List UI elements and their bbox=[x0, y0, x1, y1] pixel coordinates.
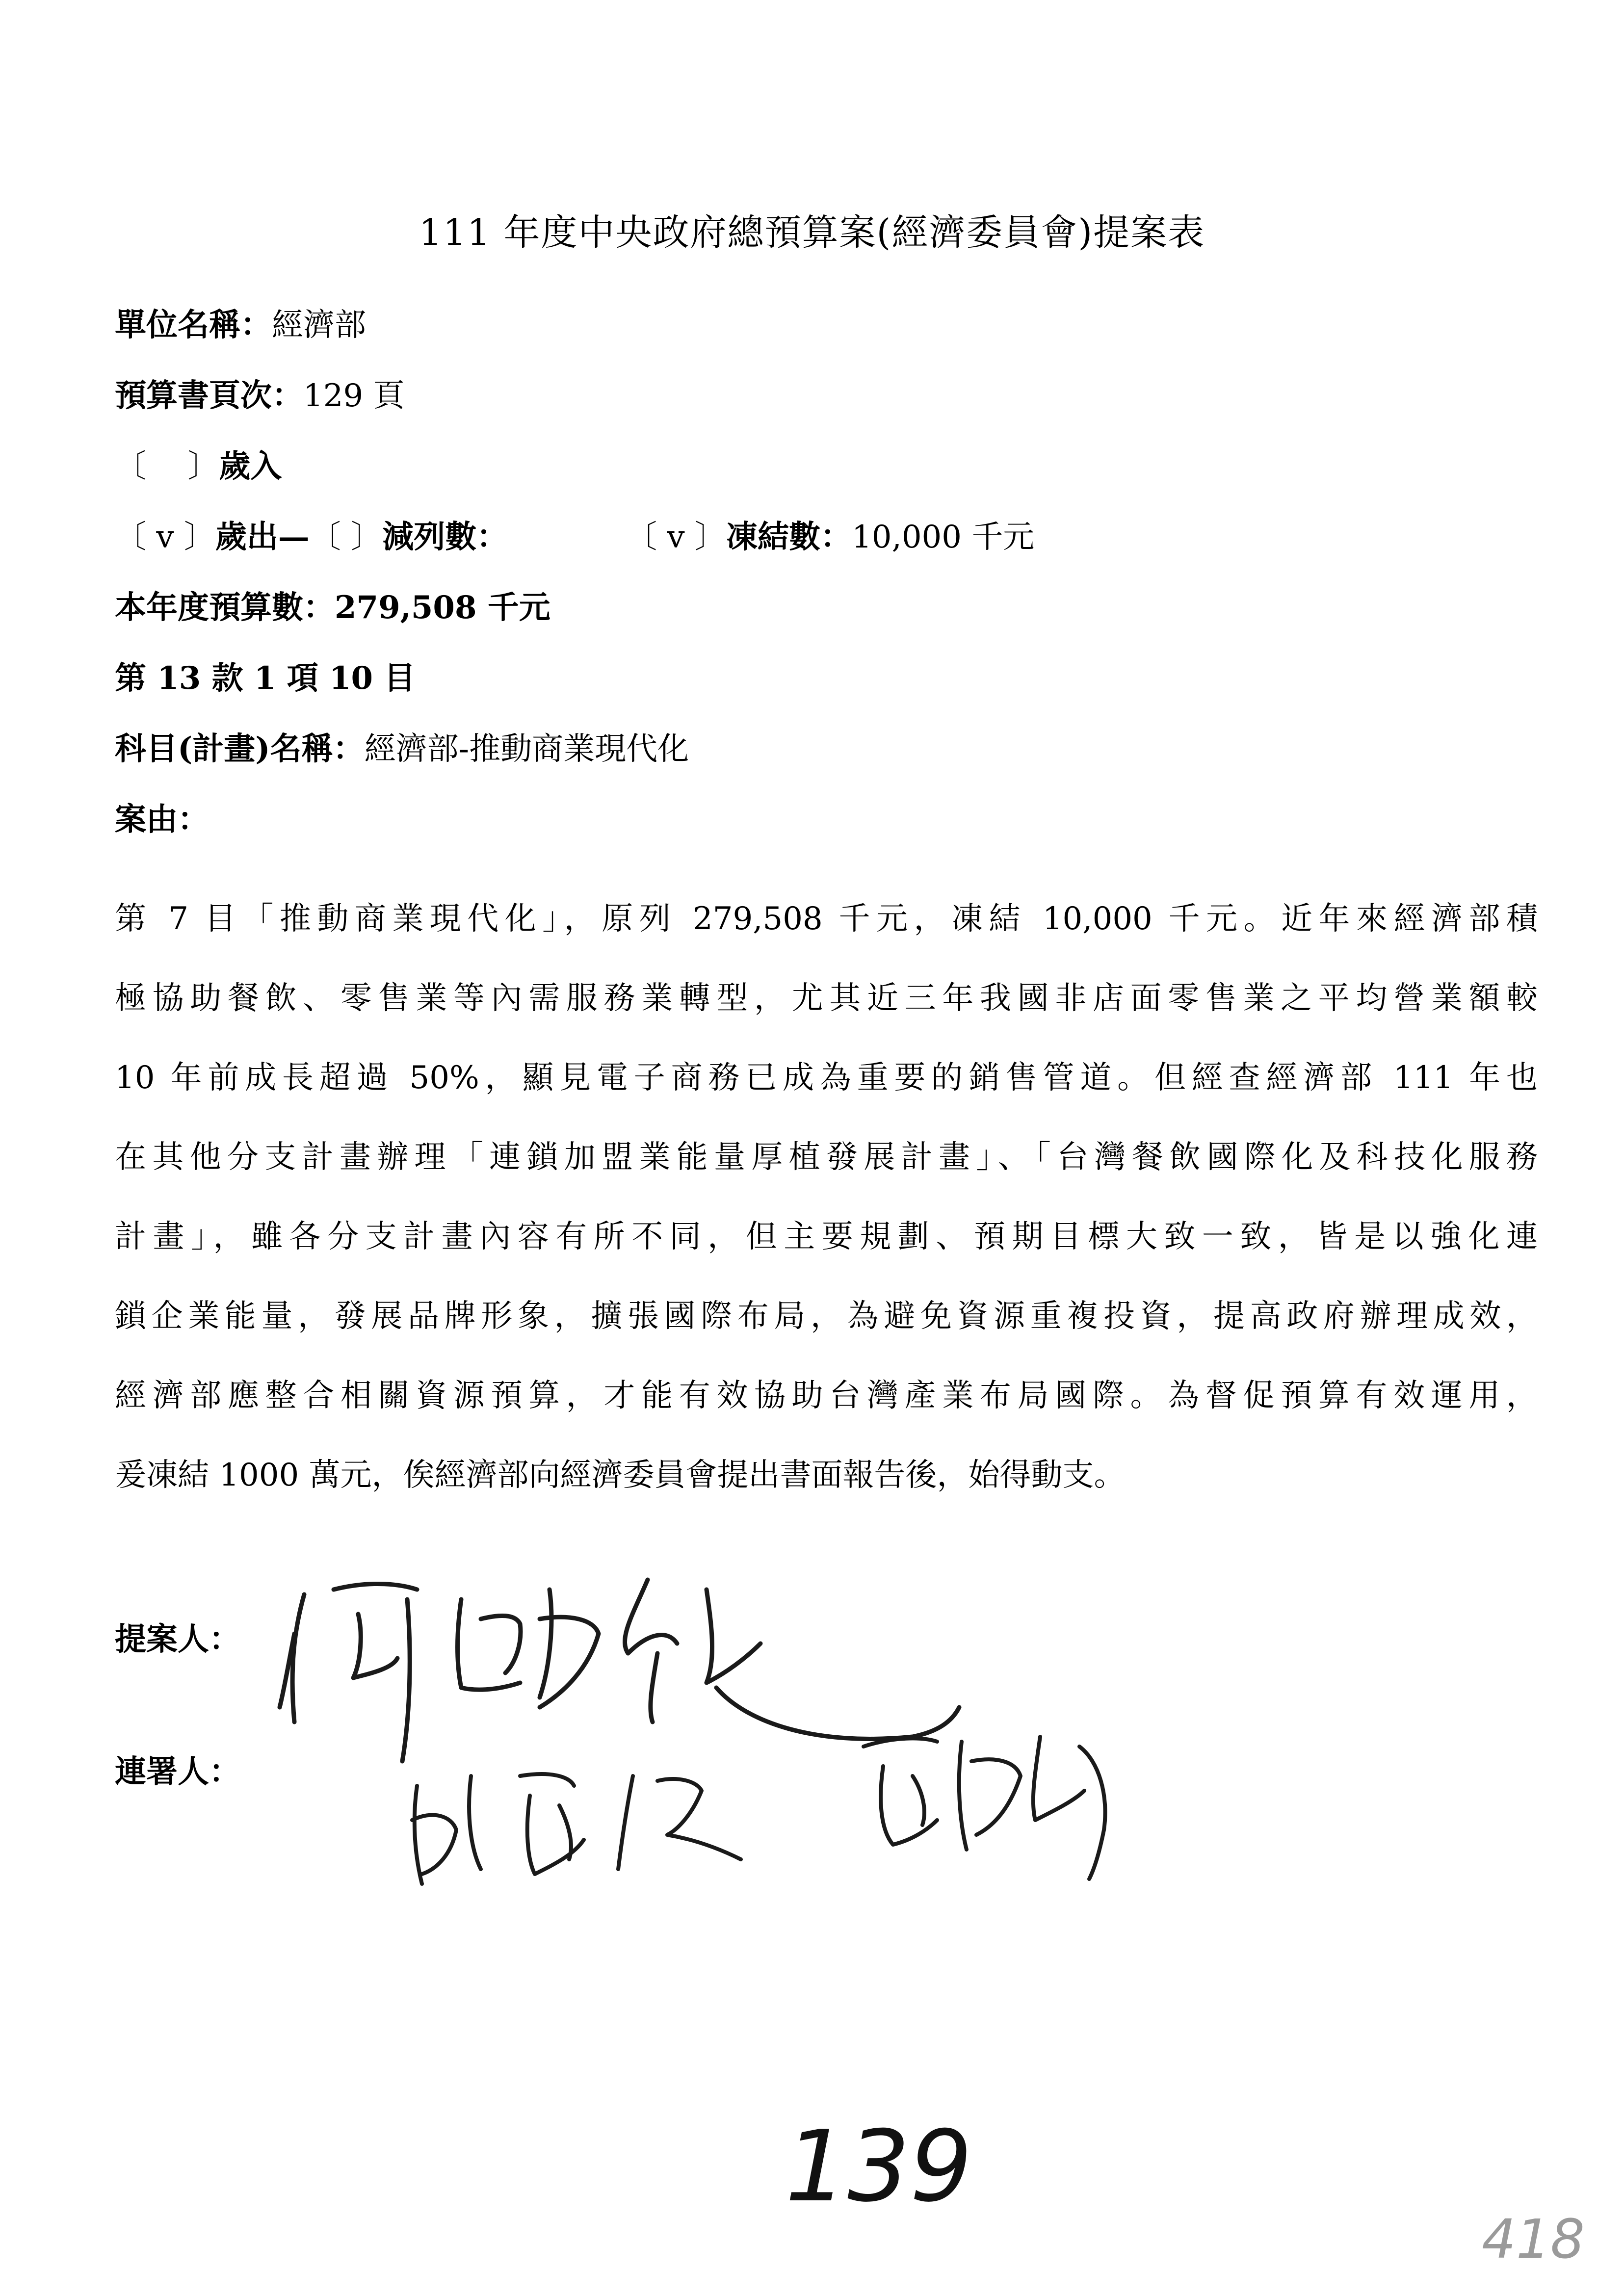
budget-page-row bbox=[115, 374, 1538, 444]
cosigner-signature-1 bbox=[402, 1747, 770, 1894]
unit-row bbox=[115, 303, 1538, 374]
reduce-label: 減列數： bbox=[382, 519, 508, 555]
reason-line: 經濟部應整合相關資源預算，才能有效協助台灣產業布局國際。為督促預算有效運用， bbox=[115, 1378, 1538, 1414]
budget-page-value: 129 頁 bbox=[303, 378, 405, 414]
unit-label: 單位名稱： bbox=[115, 307, 272, 343]
revenue-label: 歲入 bbox=[219, 448, 282, 485]
handwritten-page-number: 139 bbox=[785, 2110, 972, 2224]
item-code: 第 13 款 1 項 10 目 bbox=[115, 660, 416, 697]
freeze-label: 凍結數： bbox=[726, 519, 852, 555]
proposer-label: 提案人： bbox=[115, 1621, 240, 1658]
revenue-row bbox=[115, 444, 1538, 515]
reduce-checkbox: 〔 〕 bbox=[309, 519, 383, 555]
annual-budget-label: 本年度預算數： bbox=[115, 589, 335, 626]
form-title: 111 年度中央政府總預算案(經濟委員會)提案表 bbox=[419, 211, 1205, 254]
budget-page-label: 預算書頁次： bbox=[115, 377, 303, 414]
unit-value: 經濟部 bbox=[272, 307, 366, 343]
cosigner-signature-2 bbox=[854, 1717, 1128, 1884]
reason-text bbox=[115, 879, 1538, 1515]
subject-row bbox=[115, 727, 1538, 798]
freeze-checkbox: 〔 v 〕 bbox=[626, 519, 727, 555]
reason-line: 爰凍結 1000 萬元，俟經濟部向經濟委員會提出書面報告後，始得動支。 bbox=[115, 1457, 1126, 1493]
reason-line: 第 7 目「推動商業現代化」，原列 279,508 千元，凍結 10,000 千元。近年來經濟部積 bbox=[115, 901, 1538, 937]
reason-line: 計畫」，雖各分支計畫內容有所不同，但主要規劃、預期目標大致一致，皆是以強化連 bbox=[115, 1219, 1538, 1255]
subject-label: 科目(計畫)名稱： bbox=[115, 731, 365, 767]
expenditure-checkbox: 〔 v 〕 bbox=[115, 519, 215, 555]
subject-value: 經濟部-推動商業現代化 bbox=[364, 731, 689, 767]
reason-label: 案由： bbox=[115, 801, 209, 838]
revenue-checkbox: 〔 〕 bbox=[115, 448, 219, 485]
expenditure-row bbox=[115, 515, 1538, 586]
stamped-number: 418 bbox=[1482, 2208, 1585, 2270]
annual-budget-row bbox=[115, 586, 1538, 656]
annual-budget-value: 279,508 千元 bbox=[335, 589, 550, 626]
reason-line: 10 年前成長超過 50%，顯見電子商務已成為重要的銷售管道。但經查經濟部 111 年也 bbox=[115, 1060, 1538, 1096]
reason-line: 極協助餐飲、零售業等內需服務業轉型，尤其近三年我國非店面零售業之平均營業額較 bbox=[115, 980, 1538, 1017]
cosigner-label: 連署人： bbox=[115, 1753, 240, 1790]
expenditure-label: 歲出— bbox=[215, 519, 310, 555]
reason-line: 鎖企業能量，發展品牌形象，擴張國際布局，為避免資源重複投資，提高政府辦理成效， bbox=[115, 1298, 1538, 1334]
reason-line: 在其他分支計畫辦理「連鎖加盟業能量厚植發展計畫」、「台灣餐飲國際化及科技化服務 bbox=[115, 1139, 1538, 1175]
freeze-value: 10,000 千元 bbox=[852, 519, 1035, 555]
form-metadata bbox=[115, 303, 1538, 868]
